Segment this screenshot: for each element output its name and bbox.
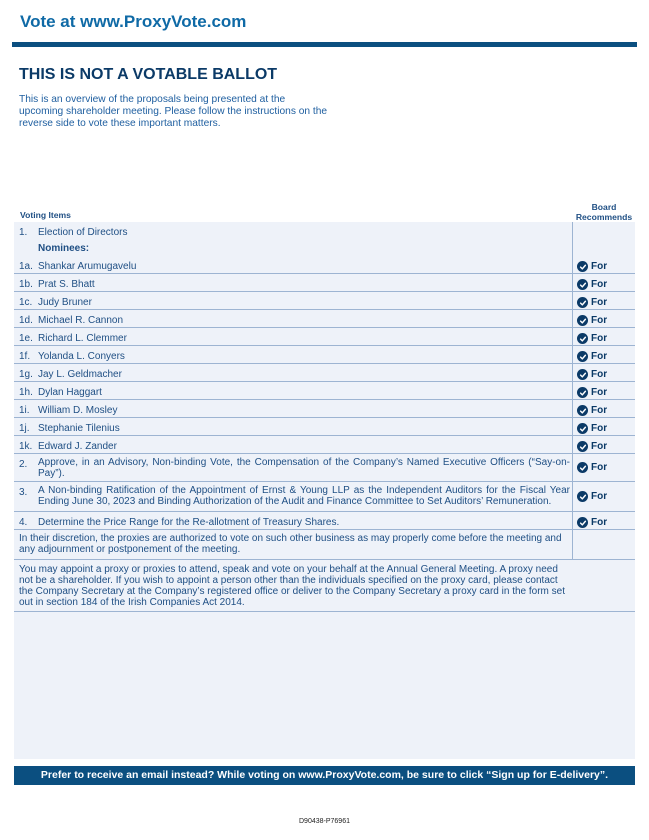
item-text: Dylan Haggart bbox=[38, 387, 102, 398]
item-text: Yolanda L. Conyers bbox=[38, 351, 125, 362]
item-number: 4. bbox=[19, 517, 28, 528]
item-number: 1a. bbox=[19, 261, 33, 272]
ballot-row bbox=[14, 512, 635, 530]
recommendation-label: For bbox=[591, 315, 608, 326]
checkmark-icon bbox=[577, 297, 588, 308]
item-text: Approve, in an Advisory, Non-binding Vote, the Compensation of the Company’s Named Executive Officers (“Say-on-Pay”). bbox=[38, 457, 570, 479]
checkmark-icon bbox=[577, 441, 588, 452]
recommendation-label: For bbox=[591, 333, 608, 344]
item-text: Edward J. Zander bbox=[38, 441, 117, 452]
edelivery-banner: Prefer to receive an email instead? While voting on www.ProxyVote.com, be sure to click “Sign up for E-delivery”. bbox=[14, 766, 635, 785]
board-recommendation bbox=[577, 387, 607, 398]
item-number: 1i. bbox=[19, 405, 30, 416]
ballot-row bbox=[14, 256, 635, 274]
item-text: Richard L. Clemmer bbox=[38, 333, 127, 344]
checkmark-icon bbox=[577, 387, 588, 398]
item-number: 1e. bbox=[19, 333, 33, 344]
ballot-row bbox=[14, 436, 635, 454]
item-number: 1h. bbox=[19, 387, 33, 398]
board-recommendation bbox=[577, 297, 607, 308]
recommendation-label: For bbox=[591, 441, 608, 452]
ballot-row bbox=[14, 364, 635, 382]
item-number: 2. bbox=[19, 459, 28, 470]
header-rule bbox=[12, 42, 637, 47]
item-number: 1b. bbox=[19, 279, 33, 290]
item-text: Judy Bruner bbox=[38, 297, 92, 308]
item-text: Prat S. Bhatt bbox=[38, 279, 95, 290]
voting-items-header: Voting Items bbox=[20, 210, 71, 220]
board-recommendation bbox=[577, 315, 607, 326]
item-text: Stephanie Tilenius bbox=[38, 423, 120, 434]
discretion-note: In their discretion, the proxies are authorized to vote on such other business as may properly come before the meeting and any adjournment or postponement of the meeting. bbox=[19, 533, 562, 555]
item-number: 1j. bbox=[19, 423, 30, 434]
board-recommendation bbox=[577, 491, 607, 502]
recommendation-label: For bbox=[591, 462, 608, 473]
item-number: 1c. bbox=[19, 297, 33, 308]
board-recommendation bbox=[577, 462, 607, 473]
ballot-row bbox=[14, 400, 635, 418]
item-text: Michael R. Cannon bbox=[38, 315, 124, 326]
recommendation-label: For bbox=[591, 491, 608, 502]
item-number: 1d. bbox=[19, 315, 33, 326]
recommendation-label: For bbox=[591, 405, 608, 416]
checkmark-icon bbox=[577, 491, 588, 502]
proxyvote-header-link[interactable]: Vote at www.ProxyVote.com bbox=[20, 12, 247, 31]
ballot-row bbox=[14, 382, 635, 400]
item-text: Jay L. Geldmacher bbox=[38, 369, 122, 380]
recommendation-label: For bbox=[591, 387, 608, 398]
board-recommendation bbox=[577, 279, 607, 290]
intro-text: This is an overview of the proposals being presented at the upcoming shareholder meeting. Please follow the instructions on the reverse side to vote these important matters. bbox=[19, 94, 328, 129]
ballot-row bbox=[14, 222, 635, 238]
checkmark-icon bbox=[577, 333, 588, 344]
item-text: Determine the Price Range for the Re-allotment of Treasury Shares. bbox=[38, 517, 340, 528]
ballot-row bbox=[14, 328, 635, 346]
checkmark-icon bbox=[577, 517, 588, 528]
proxy-note-row bbox=[14, 560, 635, 612]
recommendation-label: For bbox=[591, 279, 608, 290]
recommendation-label: For bbox=[591, 297, 608, 308]
board-recommendation bbox=[577, 369, 607, 380]
discretion-note-row bbox=[14, 530, 635, 560]
checkmark-icon bbox=[577, 351, 588, 362]
board-recommendation bbox=[577, 517, 607, 528]
checkmark-icon bbox=[577, 423, 588, 434]
ballot-row bbox=[14, 454, 635, 482]
item-text: Election of Directors bbox=[38, 227, 128, 238]
item-number: 3. bbox=[19, 487, 28, 498]
recommendation-label: For bbox=[591, 351, 608, 362]
checkmark-icon bbox=[577, 279, 588, 290]
ballot-row bbox=[14, 418, 635, 436]
proxy-note: You may appoint a proxy or proxies to attend, speak and vote on your behalf at the Annual General Meeting. A proxy need not be a shareholder. If you wish to appoint a person other than the individuals specified on the proxy card, please contact the Company Secretary at the Company’s registered office or deliver to the Company Secretary a proxy card in the form set out in section 184 of the Irish Companies Act 2014. bbox=[19, 564, 566, 608]
document-code: D90438-P76961 bbox=[299, 818, 350, 825]
checkmark-icon bbox=[577, 261, 588, 272]
checkmark-icon bbox=[577, 315, 588, 326]
ballot-row bbox=[14, 346, 635, 364]
ballot-row bbox=[14, 482, 635, 512]
checkmark-icon bbox=[577, 405, 588, 416]
item-text: A Non-binding Ratification of the Appointment of Ernst & Young LLP as the Independent Auditors for the Fiscal Year Ending June 30, 2023 and Binding Authorization of the Audit and Finance Committee to Set Auditors’ Remuneration. bbox=[38, 485, 570, 507]
board-recommends-header: Board Recommends bbox=[575, 202, 633, 222]
item-number: 1f. bbox=[19, 351, 31, 362]
board-recommendation bbox=[577, 261, 607, 272]
item-number: 1. bbox=[19, 227, 28, 238]
board-recommendation bbox=[577, 405, 607, 416]
checkmark-icon bbox=[577, 369, 588, 380]
board-recommendation bbox=[577, 333, 607, 344]
ballot-row bbox=[14, 292, 635, 310]
recommendation-label: For bbox=[591, 369, 608, 380]
board-recommendation bbox=[577, 441, 607, 452]
item-number: 1k. bbox=[19, 441, 33, 452]
recommendation-label: For bbox=[591, 423, 608, 434]
ballot-row bbox=[14, 274, 635, 292]
item-text: Shankar Arumugavelu bbox=[38, 261, 137, 272]
ballot-row bbox=[14, 238, 635, 256]
recommendation-label: For bbox=[591, 261, 608, 272]
item-text: Nominees: bbox=[38, 243, 90, 254]
recommendation-label: For bbox=[591, 517, 608, 528]
ballot-row bbox=[14, 310, 635, 328]
board-recommendation bbox=[577, 351, 607, 362]
board-recommendation bbox=[577, 423, 607, 434]
checkmark-icon bbox=[577, 462, 588, 473]
item-text: William D. Mosley bbox=[38, 405, 118, 416]
ballot-table bbox=[14, 222, 635, 759]
item-number: 1g. bbox=[19, 369, 33, 380]
page-title: THIS IS NOT A VOTABLE BALLOT bbox=[19, 66, 278, 83]
